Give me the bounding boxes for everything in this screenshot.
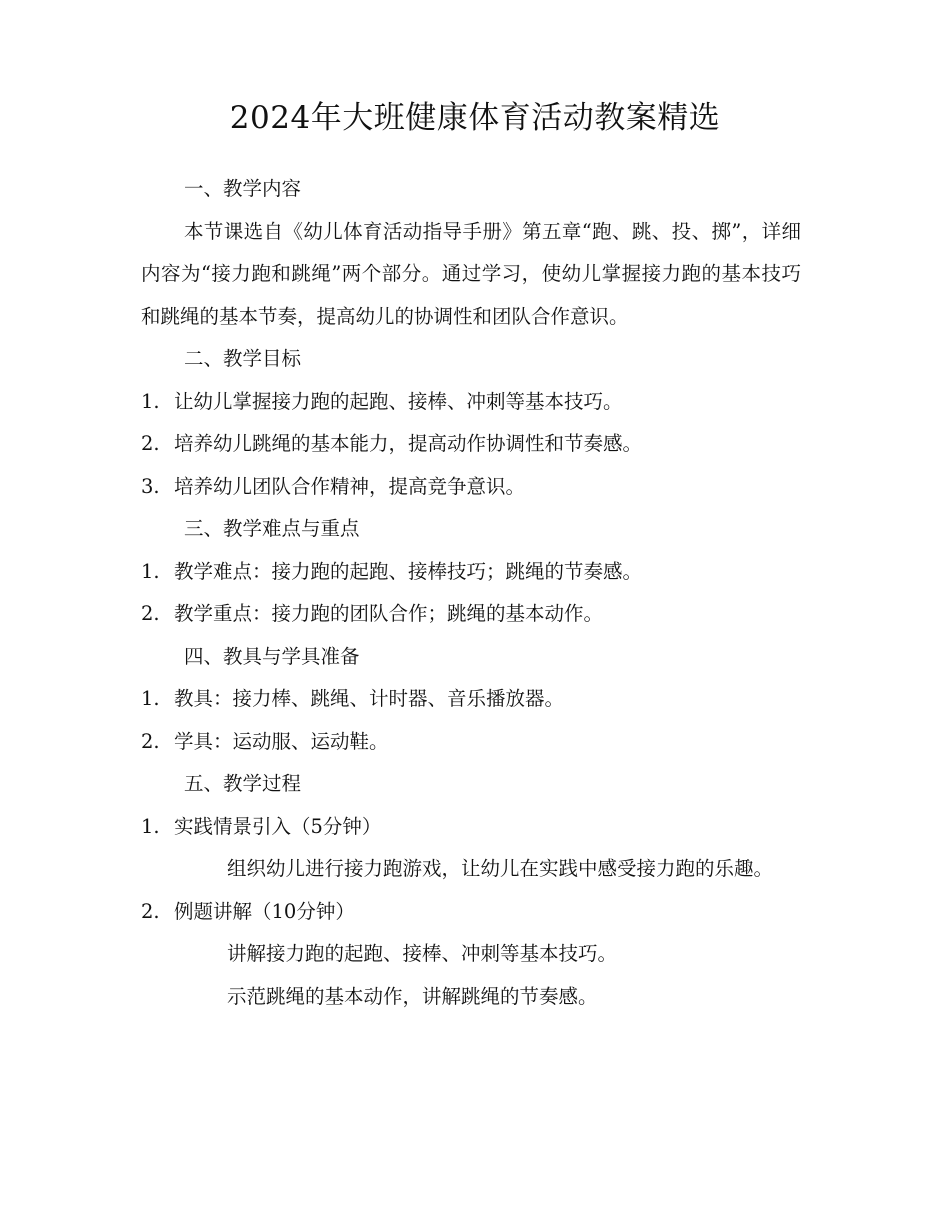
- step-detail: 示范跳绳的基本动作，讲解跳绳的节奏感。: [227, 984, 598, 1008]
- list-item: [141, 466, 801, 509]
- list-item-number: 3.: [141, 474, 160, 498]
- list-item-number: 2.: [141, 602, 160, 625]
- step-title: 例题讲解（10分钟）: [174, 899, 355, 923]
- section-heading: 五、教学过程: [184, 772, 302, 795]
- step-item: [141, 891, 801, 934]
- list-item-text: 让幼儿掌握接力跑的起跑、接棒、冲刺等基本技巧。: [174, 389, 623, 413]
- step-number: 2.: [141, 899, 160, 923]
- list-item-number: 1.: [141, 687, 160, 710]
- list-item-text: 培养幼儿跳绳的基本能力，提高动作协调性和节奏感。: [174, 432, 643, 455]
- list-item: [141, 593, 801, 636]
- section-heading: 四、教具与学具准备: [184, 644, 360, 668]
- list-item-number: 1.: [141, 389, 160, 413]
- list-item-text: 培养幼儿团队合作精神，提高竞争意识。: [174, 474, 526, 498]
- step-item: [141, 806, 801, 849]
- list-item-text: 教具：接力棒、跳绳、计时器、音乐播放器。: [174, 687, 565, 710]
- list-item: [141, 551, 801, 594]
- list-item-text: 教学重点：接力跑的团队合作；跳绳的基本动作。: [174, 602, 604, 625]
- step-detail: 组织幼儿进行接力跑游戏，让幼儿在实践中感受接力跑的乐趣。: [227, 857, 774, 880]
- list-item-number: 2.: [141, 729, 160, 753]
- list-item-text: 学具：运动服、运动鞋。: [174, 729, 389, 753]
- list-item-text: 教学难点：接力跑的起跑、接棒技巧；跳绳的节奏感。: [174, 559, 643, 583]
- document-body: [141, 168, 801, 1018]
- list-item-number: 2.: [141, 432, 160, 455]
- document-title: 2024年大班健康体育活动教案精选: [229, 100, 721, 136]
- step-number: 1.: [141, 814, 160, 838]
- section-paragraph: 本节课选自《幼儿体育活动指导手册》第五章“跑、跳、投、掷”，详细内容为“接力跑和跳绳”两个部分。通过学习，使幼儿掌握接力跑的基本技巧和跳绳的基本节奏，提高幼儿的协调性和团队合作意识。: [141, 219, 801, 328]
- section-heading: 三、教学难点与重点: [184, 517, 360, 540]
- list-item: [141, 423, 801, 466]
- list-item: [141, 381, 801, 424]
- section-heading: 一、教学内容: [184, 177, 302, 200]
- list-item-number: 1.: [141, 559, 160, 583]
- list-item: [141, 721, 801, 764]
- section-heading: 二、教学目标: [184, 347, 302, 370]
- step-detail: 讲解接力跑的起跑、接棒、冲刺等基本技巧。: [227, 942, 618, 965]
- step-title: 实践情景引入（5分钟）: [174, 814, 382, 838]
- list-item: [141, 678, 801, 721]
